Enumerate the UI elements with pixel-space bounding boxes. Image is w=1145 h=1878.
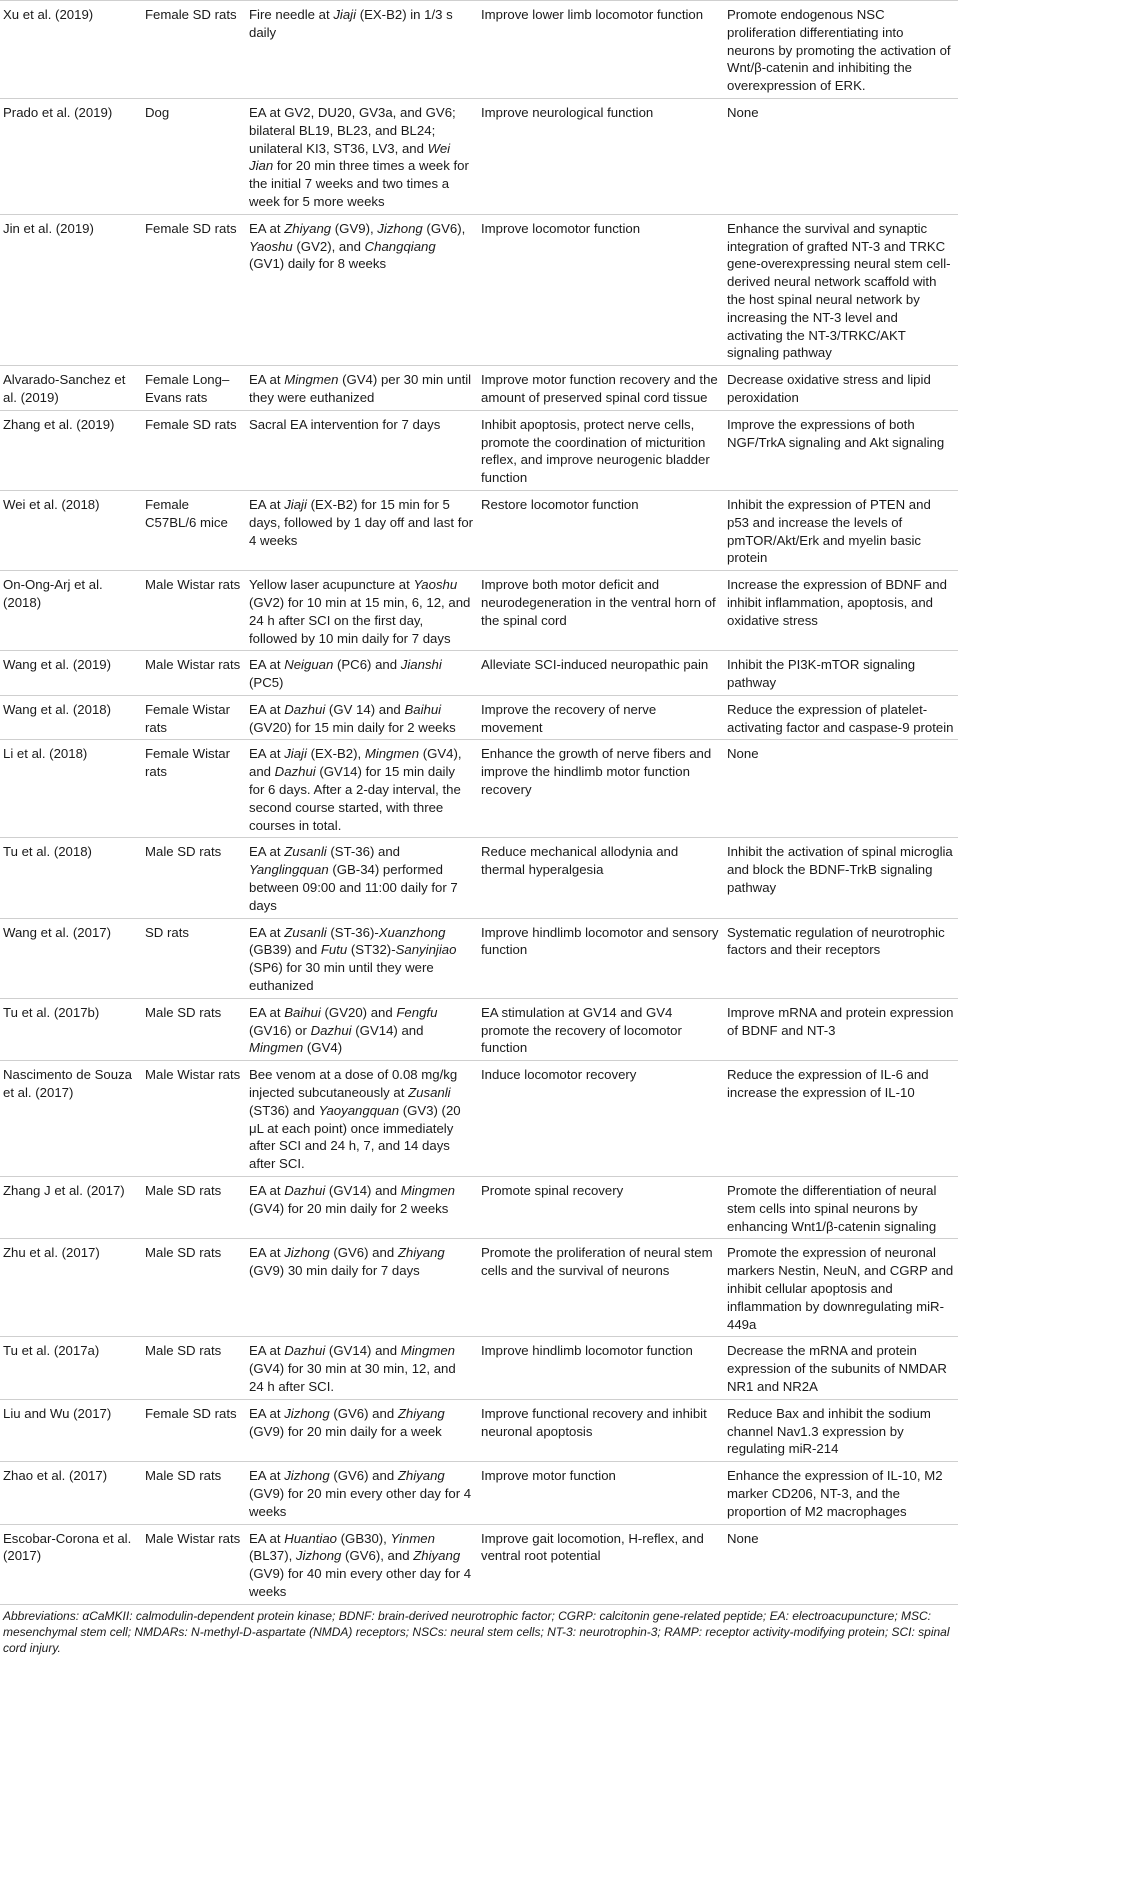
intervention-text: (ST36) and	[249, 1102, 319, 1118]
intervention-text: EA at	[249, 1343, 285, 1359]
intervention-text: (GV4) for 30 min at 30 min, 12, and 24 h after SCI.	[249, 1361, 456, 1394]
intervention-text: (SP6) for 30 min until they were euthanized	[249, 960, 434, 994]
table-row	[0, 490, 958, 570]
acupoint-name: Xuanzhong	[378, 924, 446, 940]
study-cell: Tu et al. (2018)	[0, 838, 142, 918]
animal-model-cell: Male SD rats	[142, 838, 246, 918]
intervention-text: (GV6) and	[329, 1245, 398, 1261]
intervention-text: EA at	[249, 844, 285, 860]
effect-cell: Promote the proliferation of neural stem cells and the survival of neurons	[478, 1239, 724, 1337]
effect-cell: Improve gait locomotion, H-reflex, and ventral root potential	[478, 1524, 724, 1604]
study-cell: Li et al. (2018)	[0, 740, 142, 838]
table-row	[0, 1177, 958, 1239]
animal-model-cell: Female Wistar rats	[142, 740, 246, 838]
intervention-text: (GV4)	[303, 1040, 343, 1056]
studies-table-body	[0, 1, 958, 1605]
mechanism-cell: None	[724, 98, 958, 214]
mechanism-cell: Inhibit the expression of PTEN and p53 and increase the levels of pmTOR/Akt/Erk and myelin basic protein	[724, 490, 958, 570]
mechanism-cell: Reduce Bax and inhibit the sodium channel Nav1.3 expression by regulating miR-214	[724, 1399, 958, 1461]
acupoint-name: Mingmen	[364, 746, 420, 762]
mechanism-cell: Reduce the expression of IL-6 and increase the expression of IL-10	[724, 1061, 958, 1177]
acupoint-name: Futu	[320, 942, 348, 958]
table-row	[0, 98, 958, 214]
mechanism-cell: Systematic regulation of neurotrophic factors and their receptors	[724, 918, 958, 998]
acupoint-name: Dazhui	[284, 701, 326, 717]
acupoint-name: Zhiyang	[284, 220, 332, 236]
intervention-text: (GV9) 30 min daily for 7 days	[249, 1263, 420, 1279]
intervention-text: (GV2) for 10 min at 15 min, 6, 12, and 24 h after SCI on the first day, followed by 10 min daily for 7 days	[249, 594, 471, 646]
study-cell: Wang et al. (2019)	[0, 651, 142, 696]
intervention-text: (GV 14) and	[325, 701, 405, 717]
intervention-text: (GV2), and	[292, 238, 365, 254]
intervention-text: (GV4) per 30 min until they were euthanized	[249, 372, 472, 405]
effect-cell: Improve neurological function	[478, 98, 724, 214]
table-row	[0, 1337, 958, 1399]
animal-model-cell: Male SD rats	[142, 1337, 246, 1399]
intervention-text: EA at	[249, 372, 285, 388]
intervention-text: EA at	[249, 1530, 285, 1546]
acupoint-name: Zhiyang	[397, 1245, 445, 1261]
intervention-text: (ST32)-	[347, 942, 396, 958]
effect-cell: Induce locomotor recovery	[478, 1061, 724, 1177]
effect-cell: Improve both motor deficit and neurodegeneration in the ventral horn of the spinal cord	[478, 571, 724, 651]
table-row	[0, 1462, 958, 1524]
intervention-cell	[246, 1239, 478, 1337]
intervention-text: (ST-36)-	[326, 924, 379, 940]
acupoint-name: Dazhui	[284, 1343, 326, 1359]
effect-cell: EA stimulation at GV14 and GV4 promote the recovery of locomotor function	[478, 998, 724, 1060]
intervention-text: EA at	[249, 924, 285, 940]
intervention-text: EA at	[249, 496, 285, 512]
acupoint-name: Baihui	[404, 701, 442, 717]
table-row	[0, 410, 958, 490]
acupoint-name: Changqiang	[364, 238, 436, 254]
table-row	[0, 695, 958, 740]
intervention-cell	[246, 1061, 478, 1177]
acupoint-name: Wei Jian	[249, 140, 451, 174]
acupoint-name: Yinmen	[390, 1530, 435, 1546]
mechanism-cell: Decrease oxidative stress and lipid peroxidation	[724, 366, 958, 411]
effect-cell: Improve lower limb locomotor function	[478, 1, 724, 99]
intervention-cell	[246, 1399, 478, 1461]
mechanism-cell: Enhance the expression of IL-10, M2 marker CD206, NT-3, and the proportion of M2 macrophages	[724, 1462, 958, 1524]
intervention-cell	[246, 1524, 478, 1604]
effect-cell: Enhance the growth of nerve fibers and improve the hindlimb motor function recovery	[478, 740, 724, 838]
intervention-text: (PC6) and	[333, 657, 401, 673]
table-row	[0, 366, 958, 411]
intervention-text: Bee venom at a dose of 0.08 mg/kg injected subcutaneously at	[249, 1067, 458, 1101]
intervention-text: (GV14) for 15 min daily for 6 days. After a 2-day interval, the second course started, with three courses in total.	[249, 764, 461, 833]
mechanism-cell: Enhance the survival and synaptic integration of grafted NT-3 and TRKC gene-overexpressing neural stem cell-derived neural network scaffold with the host spinal neural network by increasing the NT-3 level and activating the NT-3/TRKC/AKT signaling pathway	[724, 214, 958, 365]
intervention-text: EA at	[249, 657, 285, 673]
intervention-text: (GV6) and	[329, 1405, 398, 1421]
animal-model-cell: Female Wistar rats	[142, 695, 246, 740]
intervention-text: EA at	[249, 1183, 285, 1199]
study-cell: Jin et al. (2019)	[0, 214, 142, 365]
mechanism-cell: Improve mRNA and protein expression of BDNF and NT-3	[724, 998, 958, 1060]
mechanism-cell: Improve the expressions of both NGF/TrkA signaling and Akt signaling	[724, 410, 958, 490]
acupoint-name: Jiaji	[284, 496, 307, 512]
mechanism-cell: Decrease the mRNA and protein expression of the subunits of NMDAR NR1 and NR2A	[724, 1337, 958, 1399]
intervention-cell	[246, 490, 478, 570]
acupoint-name: Zhiyang	[397, 1405, 445, 1421]
effect-cell: Alleviate SCI-induced neuropathic pain	[478, 651, 724, 696]
intervention-text: (GV3) (20 μL at each point) once immediately after SCI and 24 h, 7, and 14 days after SCI.	[249, 1102, 461, 1172]
study-cell: Xu et al. (2019)	[0, 1, 142, 99]
intervention-text: (GV20) for 15 min daily for 2 weeks	[249, 719, 456, 735]
effect-cell: Restore locomotor function	[478, 490, 724, 570]
acupoint-name: Mingmen	[249, 1040, 304, 1056]
study-cell: Zhang J et al. (2017)	[0, 1177, 142, 1239]
intervention-text: (GV9) for 20 min daily for a week	[249, 1423, 442, 1439]
mechanism-cell: Inhibit the activation of spinal microglia and block the BDNF-TrkB signaling pathway	[724, 838, 958, 918]
study-cell: Zhao et al. (2017)	[0, 1462, 142, 1524]
acupoint-name: Jizhong	[284, 1468, 330, 1484]
animal-model-cell: Male SD rats	[142, 1239, 246, 1337]
effect-cell: Improve hindlimb locomotor function	[478, 1337, 724, 1399]
study-cell: On-Ong-Arj et al. (2018)	[0, 571, 142, 651]
intervention-cell	[246, 651, 478, 696]
effect-cell: Reduce mechanical allodynia and thermal hyperalgesia	[478, 838, 724, 918]
study-cell: Tu et al. (2017b)	[0, 998, 142, 1060]
animal-model-cell: Female SD rats	[142, 1, 246, 99]
intervention-text: for 20 min three times a week for the initial 7 weeks and two times a week for 5 more weeks	[249, 158, 469, 209]
acupoint-name: Zusanli	[284, 844, 327, 860]
acupoint-name: Jizhong	[284, 1405, 330, 1421]
animal-model-cell: Female Long–Evans rats	[142, 366, 246, 411]
intervention-cell	[246, 838, 478, 918]
intervention-text: (ST-36) and	[326, 844, 401, 860]
table-row	[0, 998, 958, 1060]
animal-model-cell: Male SD rats	[142, 1177, 246, 1239]
acupoint-name: Zhiyang	[397, 1468, 445, 1484]
table-row	[0, 740, 958, 838]
animal-model-cell: Male Wistar rats	[142, 1061, 246, 1177]
mechanism-cell: Promote endogenous NSC proliferation differentiating into neurons by promoting the activation of Wnt/β-catenin and inhibiting the overexpression of ERK.	[724, 1, 958, 99]
study-cell: Wang et al. (2018)	[0, 695, 142, 740]
mechanism-cell: Inhibit the PI3K-mTOR signaling pathway	[724, 651, 958, 696]
intervention-cell	[246, 998, 478, 1060]
acupoint-name: Dazhui	[310, 1022, 352, 1038]
study-cell: Wang et al. (2017)	[0, 918, 142, 998]
effect-cell: Improve motor function recovery and the amount of preserved spinal cord tissue	[478, 366, 724, 411]
acupoint-name: Fengfu	[396, 1004, 438, 1020]
animal-model-cell: Male Wistar rats	[142, 651, 246, 696]
mechanism-cell: Promote the expression of neuronal markers Nestin, NeuN, and CGRP and inhibit cellular apoptosis and inflammation by downregulating miR-449a	[724, 1239, 958, 1337]
study-cell: Nascimento de Souza et al. (2017)	[0, 1061, 142, 1177]
intervention-text: (GV6) and	[329, 1468, 398, 1484]
table-row	[0, 571, 958, 651]
intervention-cell	[246, 1337, 478, 1399]
intervention-text: Yellow laser acupuncture at	[249, 577, 414, 593]
study-cell: Liu and Wu (2017)	[0, 1399, 142, 1461]
intervention-text: (GV1) daily for 8 weeks	[249, 256, 387, 272]
intervention-cell	[246, 695, 478, 740]
effect-cell: Improve hindlimb locomotor and sensory function	[478, 918, 724, 998]
acupoint-name: Zusanli	[284, 924, 327, 940]
table-row	[0, 1061, 958, 1177]
effect-cell: Improve functional recovery and inhibit neuronal apoptosis	[478, 1399, 724, 1461]
study-cell: Tu et al. (2017a)	[0, 1337, 142, 1399]
acupoint-name: Yaoshu	[413, 577, 458, 593]
intervention-text: (GV9) for 20 min every other day for 4 weeks	[249, 1485, 472, 1519]
intervention-text: (GV9),	[331, 220, 378, 236]
intervention-cell	[246, 214, 478, 365]
intervention-text: EA at	[249, 746, 285, 762]
table-row	[0, 1, 958, 99]
intervention-cell	[246, 98, 478, 214]
animal-model-cell: SD rats	[142, 918, 246, 998]
acupoint-name: Jiaji	[284, 746, 307, 762]
table-row	[0, 214, 958, 365]
animal-model-cell: Male SD rats	[142, 1462, 246, 1524]
intervention-cell	[246, 1177, 478, 1239]
intervention-text: EA at	[249, 701, 285, 717]
intervention-text: (GV4), and	[249, 746, 462, 780]
study-cell: Zhang et al. (2019)	[0, 410, 142, 490]
intervention-text: EA at	[249, 220, 285, 236]
animal-model-cell: Male Wistar rats	[142, 1524, 246, 1604]
animal-model-cell: Female SD rats	[142, 410, 246, 490]
animal-model-cell: Female SD rats	[142, 214, 246, 365]
acupoint-name: Jizhong	[377, 220, 423, 236]
intervention-text: (GV14) and	[325, 1343, 401, 1359]
acupoint-name: Zusanli	[408, 1085, 451, 1101]
effect-cell: Improve the recovery of nerve movement	[478, 695, 724, 740]
intervention-text: (GV20) and	[320, 1004, 397, 1020]
intervention-text: (GV6),	[422, 220, 466, 236]
effect-cell: Improve locomotor function	[478, 214, 724, 365]
effect-cell: Promote spinal recovery	[478, 1177, 724, 1239]
intervention-text: EA at	[249, 1245, 285, 1261]
effect-cell: Inhibit apoptosis, protect nerve cells, promote the coordination of micturition reflex, and improve neurogenic bladder function	[478, 410, 724, 490]
intervention-text: (GB30),	[337, 1530, 391, 1546]
acupoint-name: Neiguan	[284, 657, 334, 673]
intervention-cell	[246, 571, 478, 651]
intervention-text: (PC5)	[249, 675, 284, 691]
study-cell: Wei et al. (2018)	[0, 490, 142, 570]
intervention-text: Sacral EA intervention for 7 days	[249, 416, 441, 432]
effect-cell: Improve motor function	[478, 1462, 724, 1524]
animal-model-cell: Female SD rats	[142, 1399, 246, 1461]
animal-model-cell: Male Wistar rats	[142, 571, 246, 651]
acupoint-name: Yanglingquan	[249, 862, 329, 878]
intervention-text: (GB-34) performed between 09:00 and 11:00 daily for 7 days	[249, 862, 458, 913]
animal-model-cell: Male SD rats	[142, 998, 246, 1060]
intervention-cell	[246, 410, 478, 490]
intervention-cell	[246, 740, 478, 838]
acupoint-name: Sanyinjiao	[395, 942, 457, 958]
acupoint-name: Huantiao	[284, 1530, 337, 1546]
intervention-cell	[246, 1462, 478, 1524]
intervention-text: (GV4) for 20 min daily for 2 weeks	[249, 1200, 449, 1216]
intervention-cell	[246, 366, 478, 411]
acupoint-name: Jianshi	[400, 657, 442, 673]
acupoint-name: Dazhui	[274, 764, 316, 780]
animal-model-cell: Female C57BL/6 mice	[142, 490, 246, 570]
table-row	[0, 651, 958, 696]
intervention-text: EA at GV2, DU20, GV3a, and GV6; bilateral BL19, BL23, and BL24; unilateral KI3, ST36, LV3, and	[249, 104, 456, 156]
acupoint-name: Baihui	[284, 1004, 321, 1020]
intervention-text: (GV9) for 40 min every other day for 4 weeks	[249, 1566, 472, 1599]
intervention-text: (EX-B2),	[306, 746, 365, 762]
intervention-text: Fire needle at	[249, 7, 334, 22]
acupoint-name: Jizhong	[295, 1548, 342, 1564]
acupoint-name: Zhiyang	[413, 1548, 461, 1564]
mechanism-cell: Increase the expression of BDNF and inhibit inflammation, apoptosis, and oxidative stress	[724, 571, 958, 651]
acupoint-name: Mingmen	[400, 1183, 456, 1199]
acupoint-name: Yaoyangquan	[318, 1102, 400, 1118]
study-cell: Prado et al. (2019)	[0, 98, 142, 214]
intervention-text: (GB39) and	[249, 942, 321, 958]
intervention-cell	[246, 918, 478, 998]
intervention-text: (GV14) and	[325, 1183, 401, 1199]
intervention-text: (GV6), and	[341, 1548, 414, 1564]
mechanism-cell: None	[724, 1524, 958, 1604]
study-cell: Zhu et al. (2017)	[0, 1239, 142, 1337]
acupoint-name: Jizhong	[284, 1245, 330, 1261]
table-row	[0, 1239, 958, 1337]
acupoint-name: Jiaji	[333, 7, 357, 22]
intervention-cell	[246, 1, 478, 99]
table-row	[0, 918, 958, 998]
table-row	[0, 1399, 958, 1461]
table-row	[0, 1524, 958, 1604]
mechanism-cell: Promote the differentiation of neural stem cells into spinal neurons by enhancing Wnt1/β-catenin signaling	[724, 1177, 958, 1239]
acupoint-name: Mingmen	[284, 372, 339, 388]
intervention-text: (EX-B2) for 15 min for 5 days, followed by 1 day off and last for 4 weeks	[249, 496, 474, 548]
study-cell: Alvarado-Sanchez et al. (2019)	[0, 366, 142, 411]
acupoint-name: Yaoshu	[249, 238, 293, 254]
animal-model-cell: Dog	[142, 98, 246, 214]
intervention-text: EA at	[249, 1004, 285, 1020]
acupoint-name: Dazhui	[284, 1183, 326, 1199]
mechanism-cell: Reduce the expression of platelet-activating factor and caspase-9 protein	[724, 695, 958, 740]
table-row	[0, 838, 958, 918]
intervention-text: EA at	[249, 1405, 285, 1421]
intervention-text: EA at	[249, 1468, 285, 1484]
intervention-text: (GV16) or	[249, 1022, 311, 1038]
acupoint-name: Mingmen	[400, 1343, 456, 1359]
intervention-text: (BL37),	[249, 1548, 296, 1564]
mechanism-cell: None	[724, 740, 958, 838]
intervention-text: (GV14) and	[351, 1022, 424, 1038]
study-cell: Escobar-Corona et al. (2017)	[0, 1524, 142, 1604]
intervention-text: (EX-B2) in 1/3 s daily	[249, 7, 453, 40]
abbreviations-footnote: Abbreviations: αCaMKII: calmodulin-dependent protein kinase; BDNF: brain-derived neurotrophic factor; CGRP: calcitonin gene-related peptide; EA: electroacupuncture; MSC: mesenchymal stem cell; NMDARs: N-methyl-D-aspartate (NMDA) receptors; NSCs: neural stem cells; NT-3: neurotrophin-3; RAMP: receptor activity-modifying protein; SCI: spinal cord injury.	[3, 1608, 950, 1655]
